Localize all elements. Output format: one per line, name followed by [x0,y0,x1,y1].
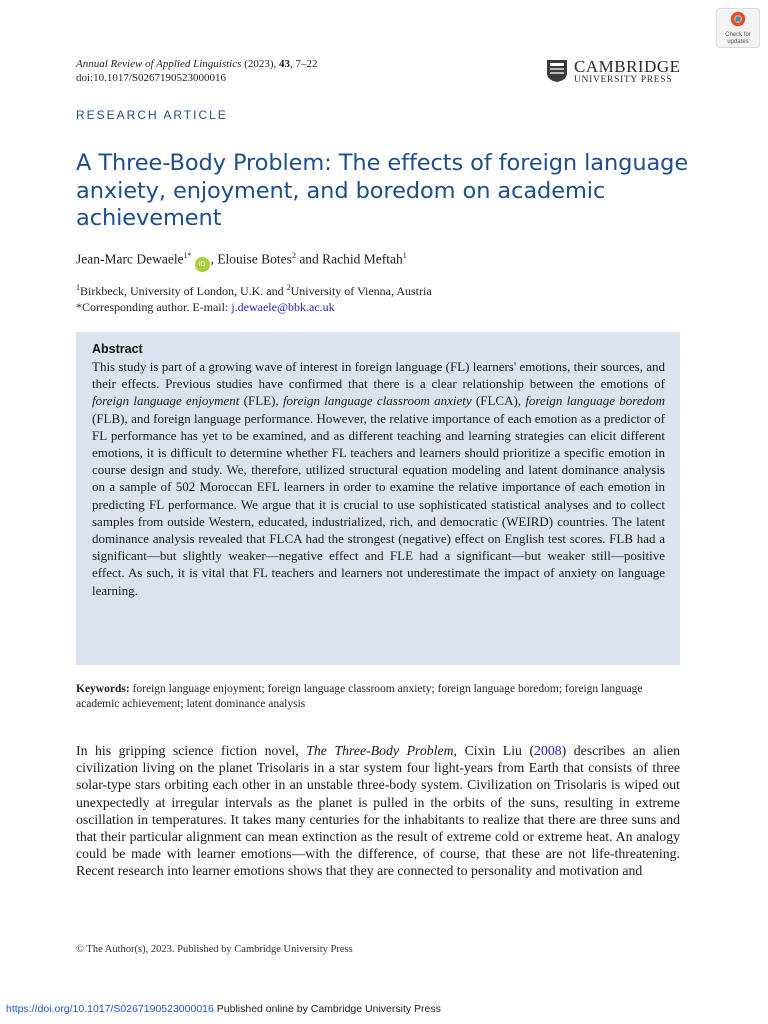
article-type: RESEARCH ARTICLE [76,108,228,122]
keywords-text: foreign language enjoyment; foreign language classroom anxiety; foreign language boredom; foreign language academic achievement; latent dominance analysis [76,683,643,710]
author-3-sup: 1 [402,251,407,260]
author-3: and Rachid Meftah [295,251,403,267]
abstract-part: (FLB), and foreign language performance. However, the relative importance of each emotion as a predictor of FL performance has yet to be examined, and as different teaching and learning strategies can elicit different emotions, it is difficult to determine whether FL teachers and learners should prioritize a specific emotion in course design and study. We, therefore, utilized structural equation modeling and latent dominance analysis on a sample of 502 Moroccan EFL learners in order to examine the relative importance of each emotion in predicting FL performance. We argue that it is crucial to use sophisticated statistical analyses and to collect samples from outside Western, educated, industrialized, rich, and democratic (WEIRD) countries. The latent dominance analysis revealed that FLCA had the strongest (negative) effect on English test scores. FLB had a significant—but slightly weaker—negative effect and FLE had a significant—but weaker still—positive effect. As such, it is vital that FL teachers and learners not underestimate the impact of anxiety on language learning. [92,410,665,598]
cambridge-shield-icon [546,59,568,83]
abstract-term-flb: foreign language boredom [525,393,666,409]
check-updates-line1: Check for [725,32,751,38]
bookmark-icon [730,11,746,27]
affil-1: Birkbeck, University of London, U.K. and [80,284,287,298]
journal-year: (2023), [241,58,279,70]
affil-sup-1: 1 [76,283,80,292]
abstract-part: (FLE), [239,393,283,409]
journal-citation [76,57,317,85]
publisher-name: CAMBRIDGE [574,57,681,76]
orcid-icon[interactable]: iD [195,257,210,272]
copyright-notice: © The Author(s), 2023. Published by Cambridge University Press [76,944,353,955]
check-for-updates-badge[interactable] [716,8,760,48]
cambridge-logo [546,58,686,86]
doi-link[interactable]: https://doi.org/10.1017/S0267190523000016 [6,1003,214,1015]
abstract-part: This study is part of a growing wave of interest in foreign language (FL) learners' emotions, their sources, and their effects. Previous studies have confirmed that there is a clear relationship between the emotions of [92,359,665,392]
journal-volume: 43 [278,58,290,70]
check-updates-line2: updates [727,39,749,45]
author-1-sup: 1* [183,251,192,260]
corresponding-label: *Corresponding author. E-mail: [76,300,232,314]
abstract-box [76,332,680,665]
abstract-heading: Abstract [92,342,143,356]
affiliations [76,280,432,315]
abstract-term-flca: foreign language classroom anxiety [282,393,472,409]
article-title: A Three-Body Problem: The effects of foreign language anxiety, enjoyment, and boredom on academic achievement [76,150,689,231]
affil-2: University of Vienna, Austria [290,284,432,298]
published-online: Published online by Cambridge University Press [213,1003,441,1015]
abstract-term-fle: foreign language enjoyment [92,393,240,409]
body-part: ) describes an alien civilization living on the planet Trisolaris in a star system four light-years from Earth that consists of three solar-type stars orbiting each other in an unstable three-body system. Civilization on Trisolaris is wiped out unexpectedly at irregular intervals as the planet is pulled in the orbits of the suns, resulting in extreme oscillation in temperatures. It takes many centuries for the inhabitants to realize that there are three suns and that their particular alignment can mean extinction as the result of extreme cold or extreme heat. An analogy could be made with learner emotions—with the difference, of course, that these are not life-threatening. Recent research into learner emotions shows that they are connected to personality and motivation and [76,743,680,879]
abstract-text [92,358,665,599]
corresponding-author [76,299,432,315]
author-2-sup: 2 [291,251,296,260]
author-2: , Elouise Botes [210,251,292,267]
affil-sup-2: 2 [286,283,291,292]
body-paragraph [76,742,680,880]
keywords-label: Keywords: [76,683,130,695]
author-1: Jean-Marc Dewaele [76,251,184,267]
citation-link[interactable]: 2008 [534,743,562,758]
doi-line: doi:10.1017/S0267190523000016 [76,72,227,84]
book-title: The Three-Body Problem [306,743,454,758]
publisher-sub: UNIVERSITY PRESS [574,75,673,85]
abstract-part: (FLCA), [471,393,526,409]
page-footer [6,1003,441,1015]
journal-name: Annual Review of Applied Linguistics [76,58,242,70]
body-part: In his gripping science fiction novel, [76,743,307,758]
author-line [76,251,407,272]
keywords [76,682,680,712]
journal-pages: , 7–22 [289,58,318,70]
corresponding-email-link[interactable]: j.dewaele@bbk.ac.uk [231,300,335,314]
body-part: , Cixin Liu ( [453,743,535,758]
